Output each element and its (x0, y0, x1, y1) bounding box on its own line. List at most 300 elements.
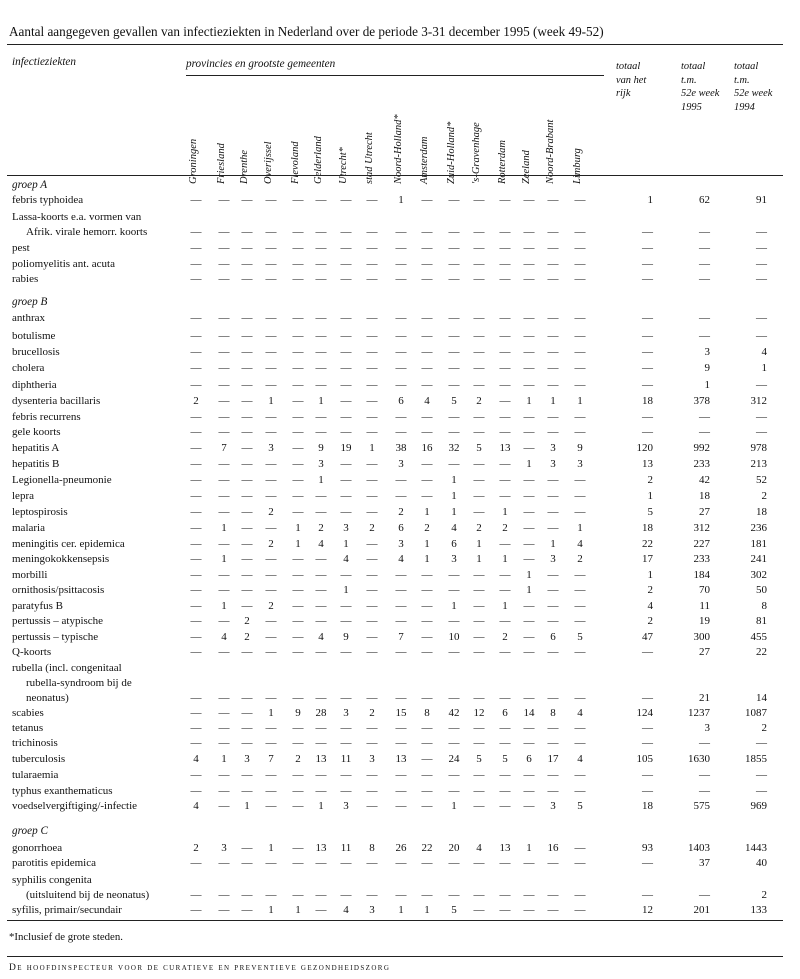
table-cell: — (265, 194, 277, 206)
table-cell: — (547, 646, 559, 658)
table-cell: — (523, 615, 535, 627)
table-cell: — (574, 842, 586, 854)
total-cell: — (756, 785, 767, 797)
table-row (0, 395, 800, 409)
table-cell: 3 (268, 442, 274, 454)
total-cell: 227 (693, 538, 710, 550)
table-row (0, 569, 800, 583)
disease-name: meningokokkensepsis (12, 553, 110, 565)
table-cell: — (448, 273, 460, 285)
table-cell: — (190, 646, 202, 658)
table-cell: — (395, 362, 407, 374)
group-c-label: groep C (12, 825, 48, 837)
table-cell: — (366, 312, 378, 324)
table-cell: — (190, 889, 202, 901)
table-cell: — (523, 904, 535, 916)
table-bottom-rule (7, 920, 783, 921)
table-cell: — (574, 722, 586, 734)
table-cell: — (473, 737, 485, 749)
table-cell: — (218, 411, 230, 423)
table-cell: — (190, 458, 202, 470)
table-cell: 1 (318, 800, 324, 812)
table-cell: — (574, 379, 586, 391)
table-cell: — (421, 490, 433, 502)
table-cell: — (395, 379, 407, 391)
column-header-label: Noord-Brabant (545, 119, 556, 184)
total-cell: — (642, 346, 653, 358)
table-cell: 1 (502, 600, 508, 612)
table-row (0, 379, 800, 393)
table-cell: — (265, 569, 277, 581)
table-cell: — (499, 411, 511, 423)
table-cell: — (218, 692, 230, 704)
table-cell: — (523, 312, 535, 324)
disease-name: neonatus) (26, 692, 69, 704)
table-cell: — (218, 458, 230, 470)
table-cell: — (190, 346, 202, 358)
table-cell: — (241, 737, 253, 749)
table-cell: — (315, 362, 327, 374)
disease-name: Legionella-pneumonie (12, 474, 112, 486)
table-cell: — (547, 615, 559, 627)
table-cell: — (366, 584, 378, 596)
total-cell: 978 (750, 442, 767, 454)
table-cell: — (366, 330, 378, 342)
total-cell: — (699, 330, 710, 342)
table-row (0, 426, 800, 440)
total-cell: 1855 (745, 753, 767, 765)
table-cell: — (574, 330, 586, 342)
table-cell: — (547, 226, 559, 238)
table-cell: — (499, 426, 511, 438)
table-cell: 2 (193, 842, 199, 854)
disease-name: syfilis, primair/secundair (12, 904, 122, 916)
total-cell: — (756, 411, 767, 423)
column-header (571, 112, 589, 184)
table-cell: 13 (499, 842, 511, 854)
table-cell: — (292, 569, 304, 581)
table-cell: — (218, 330, 230, 342)
header-totaal-1994 (734, 60, 772, 114)
header-totaal-rijk (616, 60, 646, 101)
table-cell: — (523, 857, 535, 869)
table-cell: — (574, 692, 586, 704)
column-header-label: 's-Gravenhage (471, 122, 482, 184)
disease-name: Q-koorts (12, 646, 52, 658)
table-cell: 1 (526, 458, 532, 470)
table-cell: — (218, 242, 230, 254)
table-cell: — (473, 692, 485, 704)
table-cell: 1 (424, 506, 430, 518)
table-cell: — (574, 242, 586, 254)
table-cell: — (448, 312, 460, 324)
group-a-label: groep A (12, 179, 48, 191)
total-cell: 17 (642, 553, 653, 565)
table-cell: 11 (340, 842, 352, 854)
disease-name: pertussis – atypische (12, 615, 104, 627)
table-cell: — (547, 379, 559, 391)
total-cell: 40 (756, 857, 767, 869)
table-cell: — (523, 411, 535, 423)
table-cell: 1 (451, 506, 457, 518)
table-cell: — (523, 553, 535, 565)
table-cell: — (241, 426, 253, 438)
total-cell: 1 (704, 379, 710, 391)
column-header-label: Drenthe (239, 149, 250, 184)
table-row (0, 538, 800, 552)
table-cell: — (265, 615, 277, 627)
table-cell: 16 (547, 842, 559, 854)
table-cell: 6 (398, 522, 404, 534)
table-cell: 7 (398, 631, 404, 643)
table-cell: — (547, 194, 559, 206)
table-cell: — (190, 490, 202, 502)
table-cell: — (473, 785, 485, 797)
table-cell: — (574, 506, 586, 518)
disease-name: rubella (incl. congenitaal (12, 662, 122, 674)
table-cell: — (190, 569, 202, 581)
table-cell: — (473, 379, 485, 391)
table-cell: — (190, 258, 202, 270)
total-cell: 2 (647, 584, 653, 596)
table-cell: — (218, 273, 230, 285)
table-cell: — (574, 857, 586, 869)
table-row (0, 330, 800, 344)
table-cell: — (473, 312, 485, 324)
table-cell: — (340, 258, 352, 270)
table-cell: 1 (295, 904, 301, 916)
disease-name: tetanus (12, 722, 44, 734)
total-cell: 312 (693, 522, 710, 534)
column-header-label: Rotterdam (497, 140, 508, 184)
table-cell: 2 (295, 753, 301, 765)
total-cell: — (642, 362, 653, 374)
total-cell: — (699, 312, 710, 324)
total-cell: 18 (642, 395, 653, 407)
table-cell: — (241, 553, 253, 565)
total-cell: 21 (699, 692, 710, 704)
table-cell: — (315, 379, 327, 391)
table-cell: 9 (295, 707, 301, 719)
column-header (187, 112, 205, 184)
column-header (392, 112, 410, 184)
header-line: totaal (734, 61, 759, 72)
table-cell: — (473, 889, 485, 901)
disease-name: diphtheria (12, 379, 57, 391)
table-cell: — (523, 506, 535, 518)
table-cell: — (395, 569, 407, 581)
table-cell: — (547, 692, 559, 704)
table-cell: 1 (268, 707, 274, 719)
table-cell: — (547, 904, 559, 916)
total-cell: 992 (693, 442, 710, 454)
table-cell: — (218, 889, 230, 901)
table-cell: — (265, 362, 277, 374)
table-cell: — (421, 426, 433, 438)
table-cell: — (499, 904, 511, 916)
table-cell: — (190, 692, 202, 704)
table-cell: 4 (577, 707, 583, 719)
table-cell: — (218, 312, 230, 324)
total-cell: 2 (761, 490, 767, 502)
table-cell: — (421, 722, 433, 734)
table-cell: 2 (268, 538, 274, 550)
table-cell: — (292, 615, 304, 627)
table-cell: — (448, 362, 460, 374)
table-cell: 2 (369, 522, 375, 534)
table-cell: — (190, 553, 202, 565)
disease-name: rubella-syndroom bij de (26, 677, 132, 689)
table-cell: 1 (424, 538, 430, 550)
table-cell: — (265, 785, 277, 797)
table-cell: 3 (343, 522, 349, 534)
column-header (496, 112, 514, 184)
table-cell: — (448, 584, 460, 596)
disease-name: voedselvergiftiging/-infectie (12, 800, 138, 812)
column-header (363, 112, 381, 184)
table-cell: — (292, 506, 304, 518)
total-cell: 2 (761, 722, 767, 734)
table-cell: — (265, 631, 277, 643)
table-cell: — (574, 312, 586, 324)
total-cell: — (642, 258, 653, 270)
table-cell: — (366, 538, 378, 550)
table-cell: — (421, 615, 433, 627)
table-cell: — (574, 569, 586, 581)
table-cell: 2 (502, 631, 508, 643)
table-row (0, 346, 800, 360)
table-cell: — (366, 273, 378, 285)
table-cell: 3 (369, 904, 375, 916)
table-cell: — (315, 312, 327, 324)
header-line: 1995 (681, 101, 702, 113)
table-cell: — (292, 722, 304, 734)
table-cell: 3 (369, 753, 375, 765)
table-row (0, 722, 800, 736)
table-cell: — (499, 330, 511, 342)
table-cell: — (499, 769, 511, 781)
column-header (470, 112, 488, 184)
table-cell: 9 (343, 631, 349, 643)
total-cell: 1 (647, 569, 653, 581)
table-cell: — (547, 769, 559, 781)
table-cell: — (574, 474, 586, 486)
table-cell: — (241, 769, 253, 781)
table-cell: — (366, 569, 378, 581)
table-cell: — (473, 273, 485, 285)
disease-name: hepatitis B (12, 458, 60, 470)
table-cell: 1 (268, 395, 274, 407)
disease-name: morbilli (12, 569, 48, 581)
disease-name: (uitsluitend bij de neonatus) (26, 889, 150, 901)
total-cell: — (756, 258, 767, 270)
table-cell: — (190, 522, 202, 534)
table-cell: — (265, 258, 277, 270)
table-cell: — (547, 506, 559, 518)
table-cell: — (366, 490, 378, 502)
table-cell: — (366, 242, 378, 254)
table-cell: 1 (295, 522, 301, 534)
column-header (215, 112, 233, 184)
table-cell: — (523, 330, 535, 342)
table-cell: — (292, 442, 304, 454)
table-cell: — (218, 346, 230, 358)
table-cell: 14 (523, 707, 535, 719)
table-cell: — (523, 346, 535, 358)
table-cell: — (190, 411, 202, 423)
table-cell: 8 (424, 707, 430, 719)
table-cell: — (366, 722, 378, 734)
table-cell: — (315, 584, 327, 596)
table-cell: — (421, 258, 433, 270)
table-cell: — (265, 553, 277, 565)
table-cell: 3 (244, 753, 250, 765)
table-row (0, 442, 800, 456)
table-cell: — (315, 785, 327, 797)
table-cell: — (473, 194, 485, 206)
table-cell: — (340, 889, 352, 901)
table-cell: — (448, 346, 460, 358)
table-cell: — (547, 362, 559, 374)
table-cell: 1 (526, 584, 532, 596)
table-cell: — (421, 600, 433, 612)
table-cell: 1 (295, 538, 301, 550)
table-cell: — (395, 646, 407, 658)
table-cell: — (292, 273, 304, 285)
table-cell: — (218, 800, 230, 812)
table-cell: — (190, 362, 202, 374)
table-cell: — (448, 330, 460, 342)
table-cell: — (241, 330, 253, 342)
table-cell: — (265, 273, 277, 285)
table-cell: — (190, 330, 202, 342)
table-cell: 4 (343, 553, 349, 565)
total-cell: — (756, 769, 767, 781)
disease-name: hepatitis A (12, 442, 60, 454)
table-cell: — (395, 737, 407, 749)
total-cell: — (756, 273, 767, 285)
table-cell: — (292, 600, 304, 612)
table-cell: — (340, 785, 352, 797)
table-cell: — (523, 362, 535, 374)
table-cell: 3 (343, 800, 349, 812)
table-cell: — (366, 194, 378, 206)
total-cell: 52 (756, 474, 767, 486)
table-cell: 16 (421, 442, 433, 454)
table-cell: — (523, 646, 535, 658)
table-cell: — (499, 458, 511, 470)
total-cell: — (756, 242, 767, 254)
table-cell: 15 (395, 707, 407, 719)
table-cell: — (366, 785, 378, 797)
table-cell: 1 (221, 522, 227, 534)
table-cell: 1 (343, 584, 349, 596)
table-cell: — (473, 458, 485, 470)
table-cell: — (241, 707, 253, 719)
table-cell: — (448, 857, 460, 869)
table-cell: 2 (476, 522, 482, 534)
table-cell: — (547, 242, 559, 254)
table-cell: — (315, 569, 327, 581)
total-cell: — (642, 312, 653, 324)
table-cell: — (523, 889, 535, 901)
table-cell: — (218, 584, 230, 596)
disease-name: febris recurrens (12, 411, 81, 423)
disease-name: Lassa-koorts e.a. vormen van (12, 211, 142, 223)
table-cell: — (265, 646, 277, 658)
table-cell: — (265, 411, 277, 423)
table-cell: — (340, 646, 352, 658)
table-cell: — (473, 346, 485, 358)
table-cell: 19 (340, 442, 352, 454)
table-cell: — (292, 800, 304, 812)
table-cell: — (523, 737, 535, 749)
table-row (0, 273, 800, 287)
table-cell: — (499, 692, 511, 704)
table-cell: 4 (398, 553, 404, 565)
table-cell: — (395, 226, 407, 238)
total-cell: 2 (647, 615, 653, 627)
table-cell: — (421, 330, 433, 342)
total-cell: 11 (699, 600, 710, 612)
table-cell: — (499, 346, 511, 358)
table-cell: — (366, 474, 378, 486)
column-header (262, 112, 280, 184)
column-header-label: Gelderland (313, 136, 324, 184)
table-cell: — (523, 538, 535, 550)
table-cell: — (292, 226, 304, 238)
total-cell: 184 (693, 569, 710, 581)
table-cell: — (292, 769, 304, 781)
table-title: Aantal aangegeven gevallen van infectieziekten in Nederland over de periode 3-31 december 1995 (week 49-52) (9, 24, 604, 39)
table-cell: — (241, 379, 253, 391)
table-cell: — (547, 273, 559, 285)
table-cell: — (395, 474, 407, 486)
table-cell: 4 (343, 904, 349, 916)
table-cell: — (292, 379, 304, 391)
publisher-line: De hoofdinspecteur voor de curatieve en preventieve gezondheidszorg (9, 963, 391, 973)
total-cell: 378 (693, 395, 710, 407)
table-row (0, 242, 800, 256)
table-cell: — (366, 800, 378, 812)
disease-name: gele koorts (12, 426, 61, 438)
table-row (0, 753, 800, 767)
total-cell: 969 (750, 800, 767, 812)
table-cell: 5 (451, 395, 457, 407)
table-cell: — (499, 258, 511, 270)
table-cell: — (523, 379, 535, 391)
table-cell: — (218, 426, 230, 438)
table-cell: — (190, 785, 202, 797)
header-line: rijk (616, 88, 631, 99)
table-cell: — (523, 490, 535, 502)
table-cell: — (499, 722, 511, 734)
total-cell: 233 (693, 458, 710, 470)
table-row (0, 904, 800, 918)
table-cell: 5 (476, 442, 482, 454)
total-cell: 18 (756, 506, 767, 518)
table-row (0, 362, 800, 376)
total-cell: 120 (636, 442, 653, 454)
table-cell: — (315, 722, 327, 734)
table-cell: — (218, 506, 230, 518)
total-cell: 81 (756, 615, 767, 627)
total-cell: — (699, 889, 710, 901)
column-header-label: stad Utrecht (364, 132, 375, 184)
table-cell: — (547, 312, 559, 324)
table-cell: — (366, 857, 378, 869)
table-cell: — (366, 769, 378, 781)
